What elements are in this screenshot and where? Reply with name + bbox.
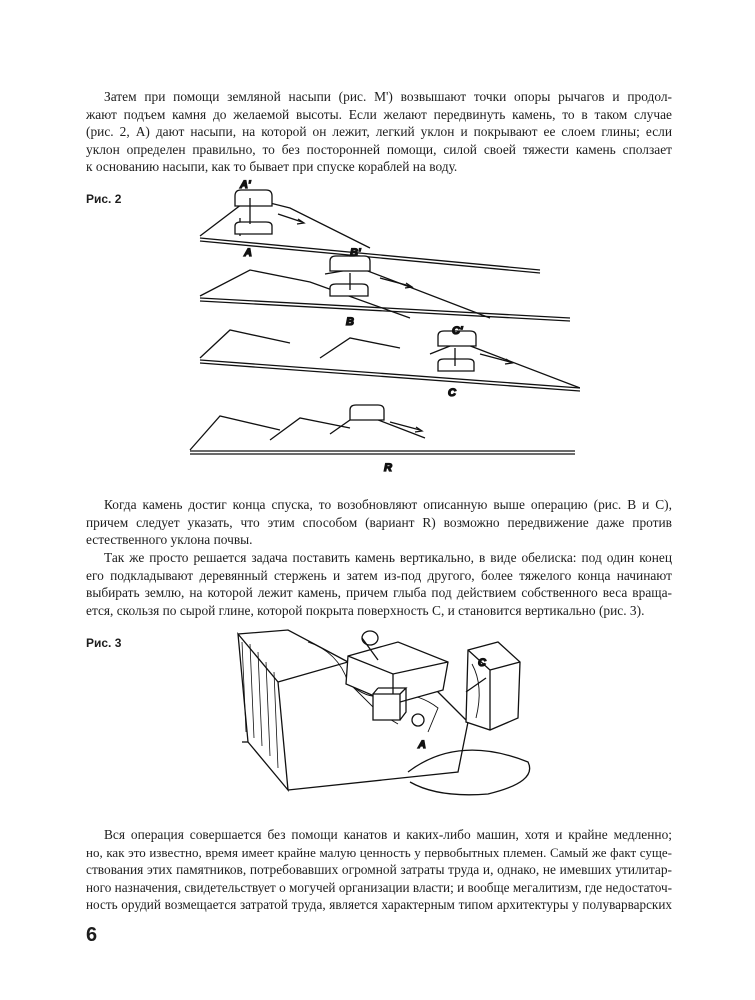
- page-number: 6: [86, 924, 98, 946]
- paragraph-2-line-1: Когда камень достиг конца спуска, то возобновляют описанную выше операцию (рис. B и C),: [104, 497, 672, 512]
- paragraph-1-line-4: уклон определен правильно, то без посторонней помощи, силой своей тяжести камень сползает: [86, 141, 672, 157]
- paragraph-4: [86, 826, 672, 914]
- paragraph-3: [86, 549, 672, 619]
- figure-3-illustration: [228, 622, 546, 800]
- paragraph-4-line-5: ность орудий возмещается затратой труда, является характерным типом архитектуры у полуварварских: [86, 897, 672, 913]
- paragraph-3-line-1: Так же просто решается задача поставить камень вертикально, в виде обелиска: под один конец: [104, 550, 672, 565]
- figure-2-row-r: [190, 405, 575, 474]
- label-a-prime: A': [240, 179, 251, 191]
- paragraph-2: [86, 496, 672, 549]
- paragraph-2-line-3: естественного уклона почвы.: [86, 532, 253, 548]
- figure-2-row-b: [200, 247, 570, 328]
- label-c: C: [448, 387, 456, 399]
- label-b-prime: B': [350, 247, 361, 259]
- figure-2-illustration: [180, 178, 580, 476]
- label-c-fig3: C: [478, 657, 486, 669]
- label-a-fig3: A: [418, 739, 426, 751]
- paragraph-1-line-3: (рис. 2, А) дают насыпи, на которой он лежит, легкий уклон и покрывают ее слоем глины; если: [86, 124, 672, 140]
- right-wedge: [466, 642, 520, 730]
- label-a: A: [244, 247, 252, 259]
- paragraph-3-line-4: ется, скользя по сырой глине, которой покрыта поверхность C, и становится вертикально (рис. 3).: [86, 602, 645, 618]
- paragraph-2-line-2: причем следует указать, что этим способом (вариант R) возможно передвижение даже против: [86, 514, 672, 530]
- paragraph-1-line-1: Затем при помощи земляной насыпи (рис. M') возвышают точки опоры рычагов и продол-: [104, 89, 672, 104]
- paragraph-1-line-2: жают подъем камня до желаемой высоты. Если желают передвинуть камень, то в таком случае: [86, 106, 672, 122]
- paragraph-4-line-4: ного назначения, свидетельствует о могучей организации власти; и вообще мегалитизм, где недостаточ-: [86, 879, 672, 895]
- base-disc: [408, 750, 530, 795]
- label-b: B: [346, 316, 354, 328]
- paragraph-1: [86, 88, 672, 176]
- figure-3-caption: Рис. 3: [86, 636, 122, 650]
- paragraph-3-line-3: выбирать землю, на которой лежит камень, причем глыба под действием собственного веса враща-: [86, 585, 672, 601]
- figure-2-caption: Рис. 2: [86, 192, 122, 206]
- figure-2-row-c: [200, 325, 580, 399]
- paragraph-1-line-5: к основанию насыпи, как то бывает при спуске кораблей на воду.: [86, 159, 458, 175]
- paragraph-4-line-2: но, как это известно, время имеет крайне малую ценность у первобытных племен. Самый же факт суще-: [86, 844, 672, 860]
- label-r: R: [384, 462, 392, 474]
- label-c-prime: C': [452, 325, 463, 337]
- paragraph-3-line-2: его подкладывают деревянный стержень и затем из-под другого, более тяжелого конца начинают: [86, 567, 672, 583]
- paragraph-4-line-1: Вся операция совершается без помощи канатов и каких-либо машин, хотя и крайне медленно;: [104, 827, 672, 842]
- rotating-slab: [346, 631, 448, 704]
- paragraph-4-line-3: ствования этих памятников, потребовавших огромной затраты труда и, однако, не имевших утилитар-: [86, 862, 672, 878]
